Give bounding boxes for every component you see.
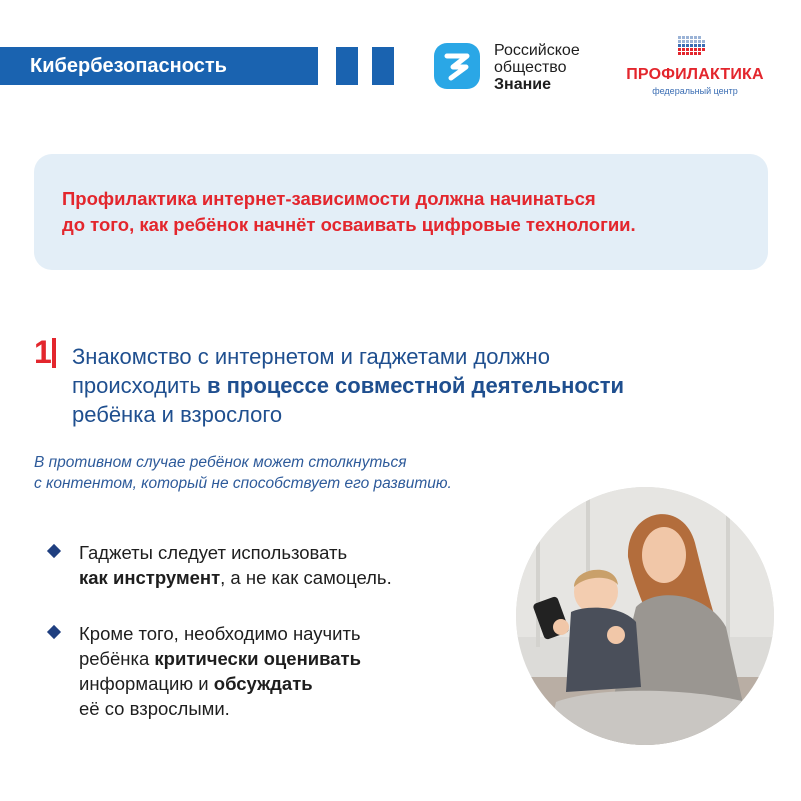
heading-text: происходить bbox=[72, 373, 207, 398]
mother-child-photo bbox=[516, 487, 774, 745]
section-number: 1 bbox=[34, 334, 52, 370]
italic-line: В противном случае ребёнок может столкнуться bbox=[34, 454, 407, 471]
znanie-line: Российское bbox=[494, 42, 580, 59]
section-number-bar bbox=[52, 338, 56, 368]
profilaktika-subtitle: федеральный центр bbox=[652, 86, 738, 96]
header-stripe bbox=[372, 47, 394, 85]
znanie-logo-icon bbox=[433, 42, 481, 90]
bullet-item bbox=[79, 621, 519, 721]
bullet-text: , а не как самоцель. bbox=[220, 567, 392, 588]
heading-line bbox=[72, 371, 772, 400]
bullet-bold-text: обсуждать bbox=[213, 673, 313, 694]
note-line: Профилактика интернет-зависимости должна начинаться bbox=[62, 188, 596, 209]
italic-line: с контентом, который не способствует его развитию. bbox=[34, 475, 452, 492]
diamond-bullet-icon bbox=[47, 625, 61, 639]
bullet-text: информацию и bbox=[79, 673, 214, 694]
heading-line: Знакомство с интернетом и гаджетами должно bbox=[72, 344, 550, 369]
znanie-logo-text bbox=[494, 42, 580, 93]
bullet-line bbox=[79, 646, 519, 671]
znanie-line: Знание bbox=[494, 76, 551, 93]
grid-logo-icon bbox=[676, 36, 710, 60]
note-line: до того, как ребёнок начнёт осваивать цифровые технологии. bbox=[62, 214, 636, 235]
znanie-line: общество bbox=[494, 59, 567, 76]
heading-line: ребёнка и взрослого bbox=[72, 402, 283, 427]
bullet-text: ребёнка bbox=[79, 648, 155, 669]
bullet-bold-text: критически оценивать bbox=[154, 648, 361, 669]
header-stripe bbox=[336, 47, 358, 85]
note-text bbox=[62, 186, 762, 238]
section-heading bbox=[72, 342, 772, 429]
italic-note bbox=[34, 452, 574, 494]
heading-bold-text: в процессе совместной деятельности bbox=[206, 373, 625, 398]
bullet-line bbox=[79, 671, 519, 696]
diamond-bullet-icon bbox=[47, 544, 61, 558]
bullet-item bbox=[79, 540, 519, 590]
bullet-bold-text: как инструмент bbox=[79, 567, 221, 588]
bullet-line bbox=[79, 565, 519, 590]
profilaktika-title: ПРОФИЛАКТИКА bbox=[626, 66, 764, 83]
bullet-line: Гаджеты следует использовать bbox=[79, 542, 348, 563]
bullet-line: Кроме того, необходимо научить bbox=[79, 623, 361, 644]
header-title: Кибербезопасность bbox=[0, 47, 318, 85]
bullet-line: её со взрослыми. bbox=[79, 698, 230, 719]
